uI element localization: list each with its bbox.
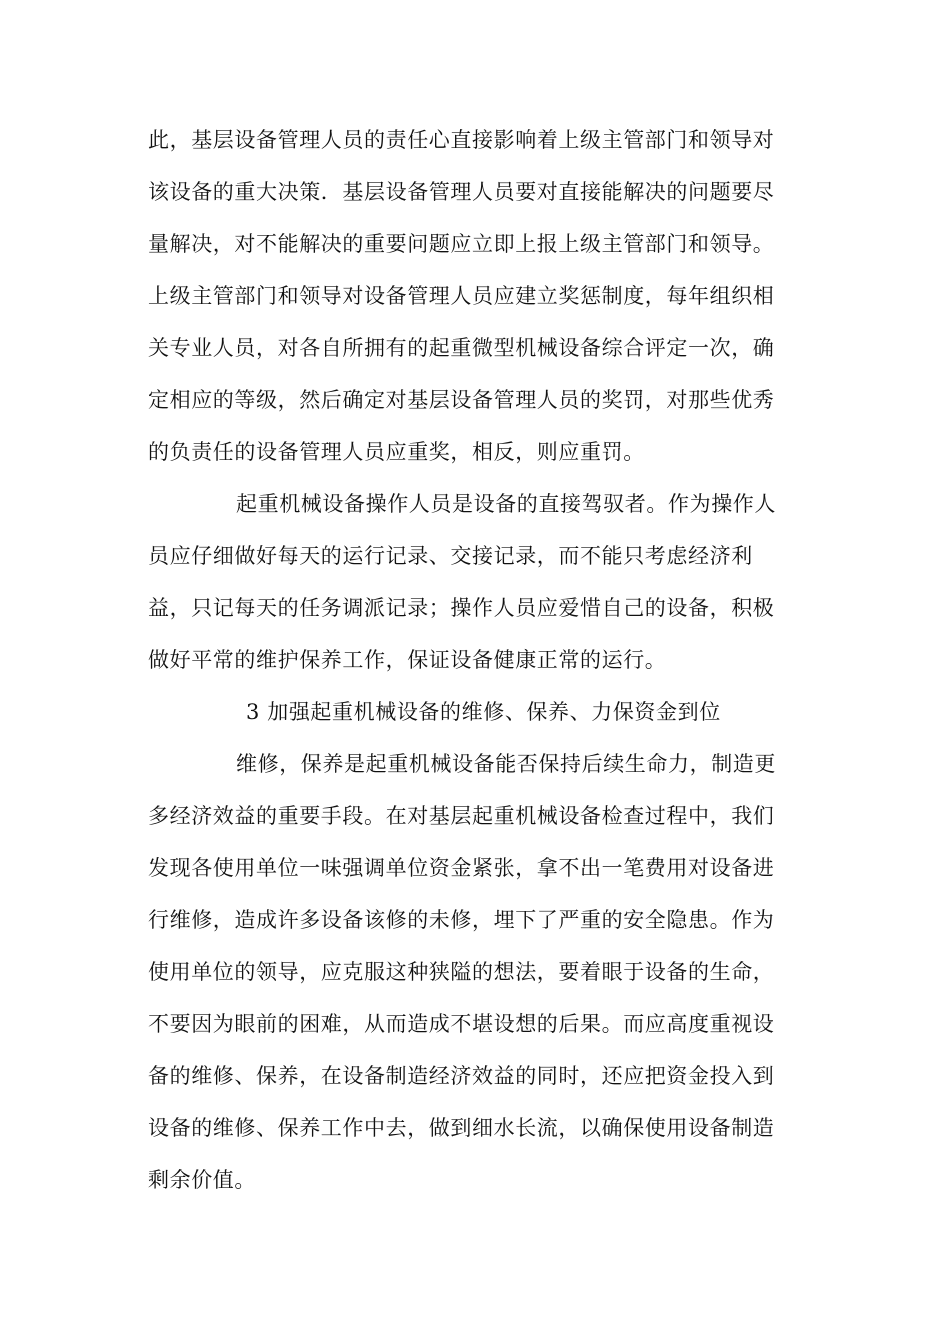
text-line: 维修，保养是起重机械设备能否保持后续生命力，制造更	[236, 752, 776, 776]
document-body	[148, 118, 802, 1210]
text-line: 关专业人员，对各自所拥有的起重微型机械设备综合评定一次，确	[148, 336, 775, 360]
text-line: 剩余价值。	[148, 1168, 256, 1192]
text-line: 益，只记每天的任务调派记录；操作人员应爱惜自己的设备，积极	[148, 596, 775, 620]
text-line: 发现各使用单位一味强调单位资金紧张，拿不出一笔费用对设备进	[148, 856, 775, 880]
text-line: 定相应的等级，然后确定对基层设备管理人员的奖罚，对那些优秀	[148, 388, 775, 412]
section-heading	[148, 690, 802, 742]
text-line: 该设备的重大决策．基层设备管理人员要对直接能解决的问题要尽	[148, 180, 775, 204]
paragraph-continuation	[148, 118, 802, 482]
text-line: 使用单位的领导，应克服这种狭隘的想法，要着眼于设备的生命，	[148, 960, 775, 984]
text-line: 不要因为眼前的困难，从而造成不堪设想的后果。而应高度重视设	[148, 1012, 775, 1036]
paragraph-operators	[148, 482, 802, 690]
text-line: 设备的维修、保养工作中去，做到细水长流，以确保使用设备制造	[148, 1116, 775, 1140]
section-3-heading: 3 加强起重机械设备的维修、保养、力保资金到位	[246, 700, 721, 724]
text-line: 起重机械设备操作人员是设备的直接驾驭者。作为操作人	[236, 492, 776, 516]
text-line: 的负责任的设备管理人员应重奖，相反，则应重罚。	[148, 440, 645, 464]
text-line: 备的维修、保养，在设备制造经济效益的同时，还应把资金投入到	[148, 1064, 775, 1088]
paragraph-maintenance	[148, 742, 802, 1210]
text-line: 行维修，造成许多设备该修的未修，埋下了严重的安全隐患。作为	[148, 908, 775, 932]
text-line: 多经济效益的重要手段。在对基层起重机械设备检查过程中，我们	[148, 804, 775, 828]
text-line: 上级主管部门和领导对设备管理人员应建立奖惩制度，每年组织相	[148, 284, 775, 308]
text-line: 量解决，对不能解决的重要问题应立即上报上级主管部门和领导。	[148, 232, 775, 256]
text-line: 此，基层设备管理人员的责任心直接影响着上级主管部门和领导对	[148, 128, 775, 152]
text-line: 做好平常的维护保养工作，保证设备健康正常的运行。	[148, 648, 667, 672]
text-line: 员应仔细做好每天的运行记录、交接记录，而不能只考虑经济利	[148, 544, 753, 568]
